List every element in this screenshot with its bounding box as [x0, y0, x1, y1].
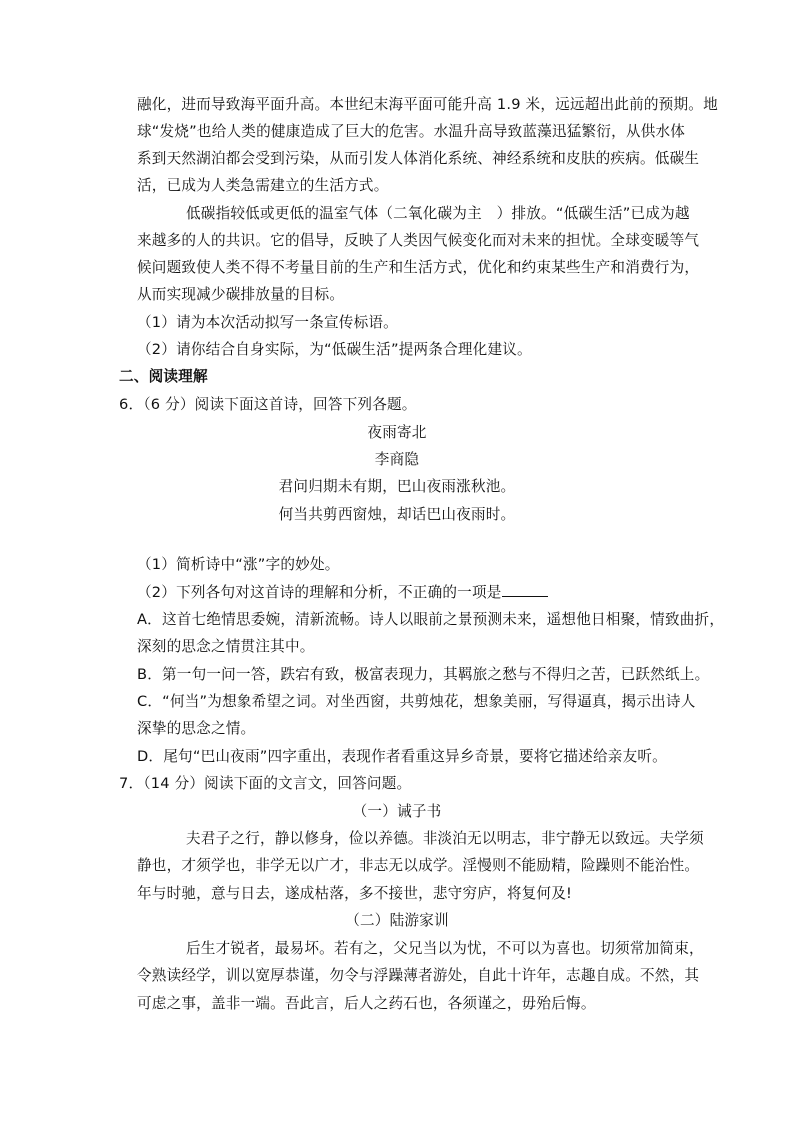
poem-title: 夜雨寄北: [367, 424, 427, 441]
intro-line-3: 系到天然湖泊都会受到污染，从而引发人体消化系统、神经系统和皮肤的疾病。低碳生: [137, 150, 700, 167]
option-a-line-2: 深刻的思念之情贯注其中。: [137, 638, 315, 655]
option-b: B．第一句一问一答，跌宕有致，极富表现力，其羁旅之愁与不得归之苦，已跃然纸上。: [137, 666, 710, 683]
material-line-3: 候问题致使人类不得不考量目前的生产和生活方式，优化和约束某些生产和消费行为，: [137, 259, 700, 276]
intro-line-4: 活，已成为人类急需建立的生活方式。: [137, 177, 389, 194]
text2-title: （二）陆游家训: [345, 912, 449, 929]
option-c-line-1: C．“何当”为想象希望之词。对坐西窗，共剪烛花，想象美丽，写得逼真，揭示出诗人: [137, 693, 696, 710]
text2-line-3: 可虑之事，盖非一端。吾此言，后人之药石也，各须谨之，毋殆后悔。: [137, 995, 596, 1012]
section-title: 二、阅读理解: [119, 368, 208, 385]
option-a-line-1: A．这首七绝情思委婉，清新流畅。诗人以眼前之景预测未来，遥想他日相聚，情致曲折，: [137, 611, 725, 628]
material-line-1: 低碳指较低或更低的温室气体（二氧化碳为主 ）排放。“低碳生活”已成为越: [186, 205, 690, 222]
q5-subquestion-1: （1）请为本次活动拟写一条宣传标语。: [137, 314, 398, 331]
intro-line-1: 融化，进而导致海平面升高。本世纪末海平面可能升高 1.9 米，远远超出此前的预期。地: [137, 96, 718, 113]
q6-subquestion-2-text: （2）下列各句对这首诗的理解和分析，不正确的一项是: [137, 584, 502, 601]
option-c-line-2: 深挚的思念之情。: [137, 720, 256, 737]
answer-blank: [502, 582, 548, 597]
text1-line-2: 静也，才须学也，非学无以广才，非志无以成学。淫慢则不能励精，险躁则不能治性。: [137, 857, 700, 874]
text1-line-1: 夫君子之行，静以修身，俭以养德。非淡泊无以明志，非宁静无以致远。夫学须: [186, 830, 704, 847]
poem-author: 李商隐: [374, 451, 420, 468]
text2-line-1: 后生才锐者，最易坏。若有之，父兄当以为忧，不可以为喜也。切须常加简束，: [186, 940, 704, 957]
option-d: D．尾句“巴山夜雨”四字重出，表现作者看重这异乡奇景，要将它描述给亲友听。: [137, 748, 667, 765]
q6-subquestion-2: [137, 582, 548, 603]
poem-line-2: 何当共剪西窗烛，却话巴山夜雨时。: [278, 506, 516, 523]
text2-line-2: 令熟读经学，训以宽厚恭谨，勿令与浮躁薄者游处，自此十许年，志趣自成。不然，其: [137, 967, 700, 984]
text1-title: （一）诫子书: [352, 803, 442, 820]
text1-line-3: 年与时驰，意与日去，遂成枯落，多不接世，悲守穷庐，将复何及!: [137, 885, 573, 902]
q5-subquestion-2: （2）请你结合自身实际，为“低碳生活”提两条合理化建议。: [137, 341, 532, 358]
poem-line-1: 君问归期未有期，巴山夜雨涨秋池。: [278, 478, 516, 495]
intro-line-2: 球“发烧”也给人类的健康造成了巨大的危害。水温升高导致蓝藻迅猛繁衍，从供水体: [137, 123, 686, 140]
material-line-4: 从而实现减少碳排放量的目标。: [137, 286, 345, 303]
q6-subquestion-1: （1）简析诗中“涨”字的妙处。: [137, 556, 340, 573]
material-line-2: 来越多的人的共识。它的倡导，反映了人类因气候变化而对未来的担忧。全球变暖等气: [137, 232, 700, 249]
q6-stem: 6．（6 分）阅读下面这首诗，回答下列各题。: [119, 396, 417, 413]
q7-stem: 7．（14 分）阅读下面的文言文，回答问题。: [119, 775, 412, 792]
